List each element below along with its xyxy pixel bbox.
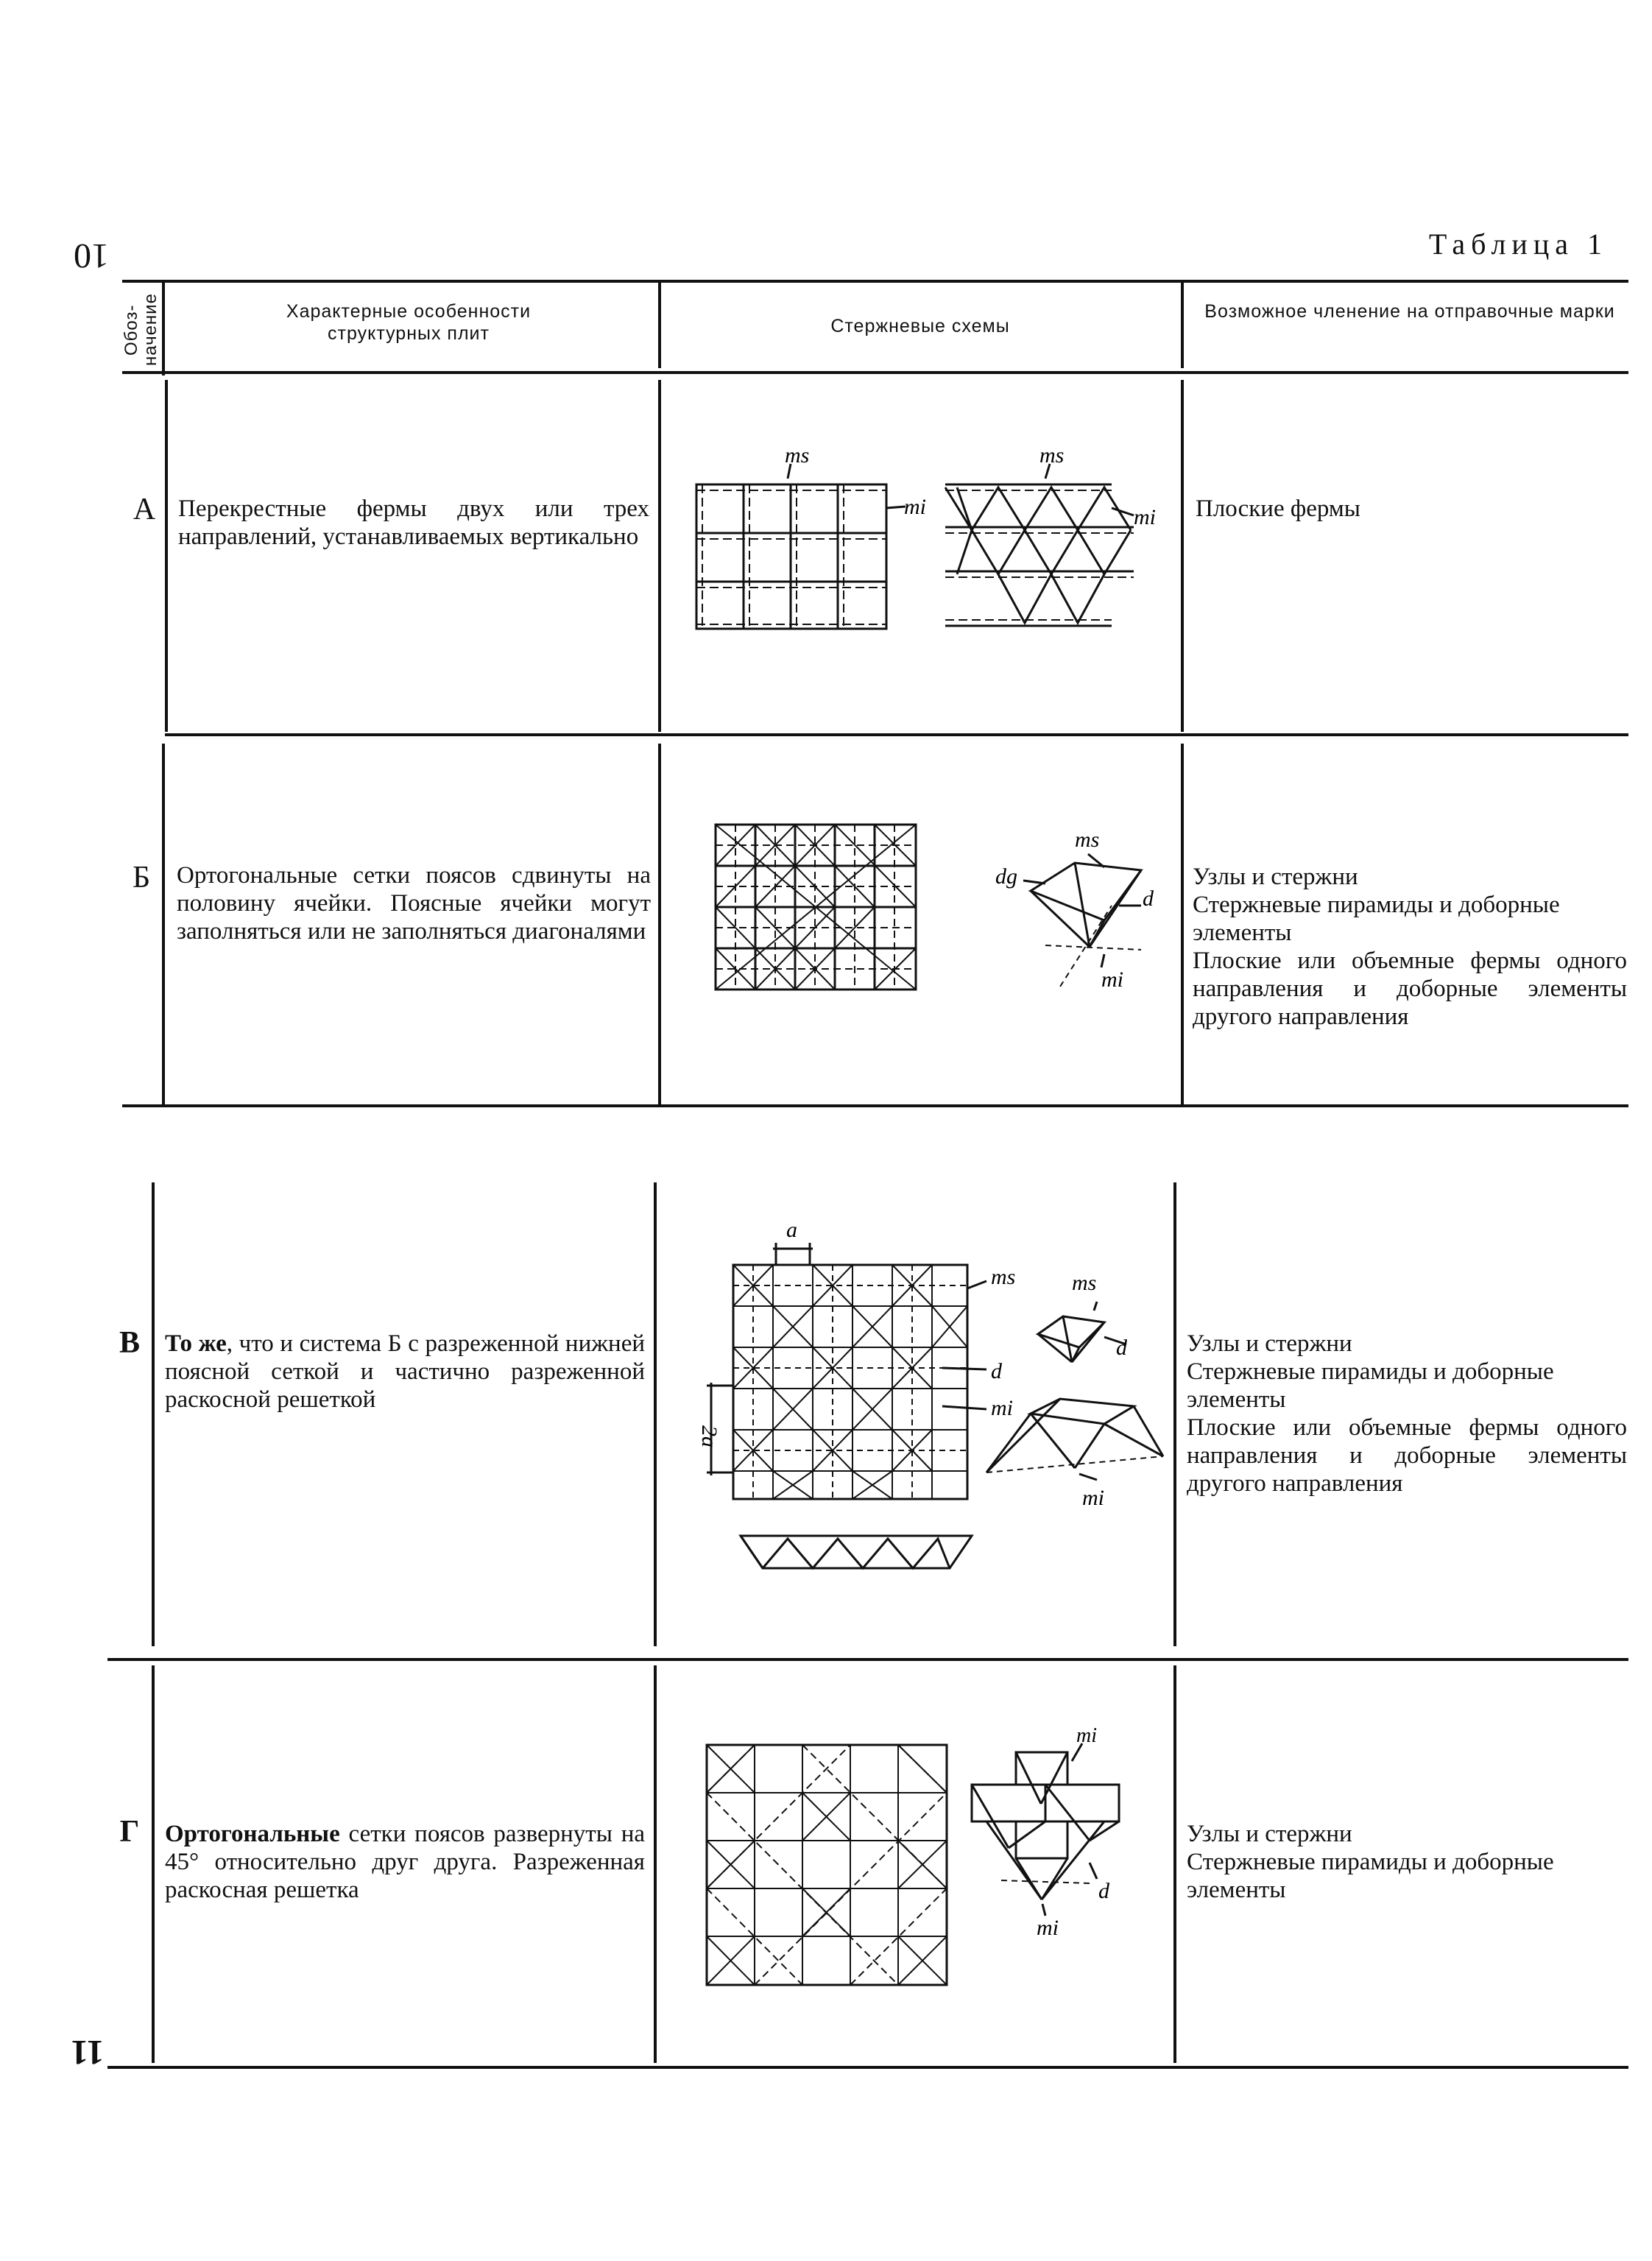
header-bottom-rule [122, 371, 1628, 374]
page-number-bottom: 11 [71, 2033, 105, 2072]
row-b-label-ms: ms [1075, 828, 1100, 852]
row-b-division-item: Стержневые пирамиды и доборные элементы [1193, 892, 1560, 946]
row-v-rule-2 [654, 1182, 657, 1646]
row-a-rule-1 [165, 380, 168, 732]
row-b-label-mi: mi [1101, 967, 1123, 992]
row-v-division [1187, 1330, 1627, 1498]
row-a-letter: А [133, 493, 156, 526]
row-v-label-a: a [786, 1218, 797, 1242]
header-oboznachenie-text: Обоз- начение [121, 293, 160, 367]
row-b-label-dg: dg [995, 864, 1017, 889]
row-v-schemes [663, 1207, 1178, 1576]
page-number-top: 10 [74, 236, 109, 275]
header-division-text: Возможное членение на отправочные марки [1204, 301, 1615, 322]
table-title: Таблица 1 [1428, 227, 1608, 261]
row-b-bottom-rule [122, 1104, 1628, 1107]
row-v-division-item: Узлы и стержни [1187, 1330, 1352, 1357]
row-b-rule-1 [162, 744, 165, 1104]
row-a-label-mi2: mi [1134, 505, 1156, 529]
row-a-division-item: Плоские фермы [1196, 495, 1360, 522]
row-v-label-d2: d [1116, 1336, 1127, 1360]
header-division [1200, 300, 1620, 322]
row-b-schemes [663, 810, 1178, 1031]
row-g-rule-2 [654, 1665, 657, 2063]
row-a-features: Перекрестные фермы двух или трех направлений, устанавливаемых вертикально [178, 495, 649, 550]
row-a-bottom-rule [165, 733, 1628, 736]
row-a-label-mi1: mi [904, 495, 926, 519]
row-b-division-item: Плоские или объемные фермы одного направления и доборные элементы другого направления [1193, 948, 1627, 1030]
row-g-letter: Г [119, 1815, 140, 1849]
row-g-features [165, 1820, 645, 1904]
row-a-rule-2 [658, 380, 661, 732]
row-v-features [165, 1330, 645, 1414]
header-schemes-text: Стержневые схемы [830, 316, 1010, 336]
row-v-features-rest: , что и система Б с разреженной нижней поясной сеткой и частично разреженной раскосной решеткой [165, 1330, 645, 1413]
row-g-division [1187, 1820, 1627, 1904]
row-a-schemes [663, 442, 1178, 648]
row-b-letter: Б [132, 861, 151, 895]
row-g-features-bold: Ортогональные [165, 1821, 340, 1847]
row-b-rule-2 [658, 744, 661, 1104]
row-v-label-ms2: ms [1072, 1271, 1097, 1295]
row-g-label-d: d [1098, 1879, 1109, 1903]
row-b-label-d: d [1143, 886, 1154, 911]
header-features-text: Характерные особенности структурных плит [286, 301, 532, 344]
row-v-label-2a: 2a [697, 1425, 721, 1447]
header-schemes [663, 315, 1178, 337]
row-b-division-item: Узлы и стержни [1193, 864, 1358, 890]
row-a-label-ms1: ms [785, 443, 810, 468]
row-v-label-mi2: mi [1082, 1486, 1104, 1510]
row-g-label-mi-top: mi [1076, 1724, 1097, 1747]
row-a-label-ms2: ms [1039, 443, 1065, 468]
row-g-division-item: Узлы и стержни [1187, 1821, 1352, 1847]
row-g-label-mi: mi [1037, 1916, 1059, 1940]
row-v-label-mi1: mi [991, 1396, 1013, 1420]
row-a-division [1196, 495, 1623, 523]
row-v-features-bold: То же [165, 1330, 227, 1357]
row-v-bottom-rule [107, 1658, 1628, 1661]
row-g-features-rest: сетки поясов развернуты на 45° относительно друг друга. Разреженная раскосная решетка [165, 1821, 645, 1903]
row-b-features: Ортогональные сетки поясов сдвинуты на половину ячейки. Поясные ячейки могут заполняться или не заполняться диагоналями [177, 862, 651, 945]
row-v-rule-1 [152, 1182, 155, 1646]
col-rule-2 [658, 280, 661, 368]
row-b-division [1193, 863, 1627, 1031]
row-g-rule-1 [152, 1665, 155, 2063]
row-v-label-ms1: ms [991, 1265, 1016, 1289]
row-v-division-item: Плоские или объемные фермы одного направления и доборные элементы другого направления [1187, 1414, 1627, 1497]
header-features [243, 300, 574, 345]
row-v-division-item: Стержневые пирамиды и доборные элементы [1187, 1358, 1554, 1413]
row-a-rule-3 [1181, 380, 1184, 732]
row-g-schemes [663, 1723, 1178, 1988]
header-oboznachenie [122, 286, 163, 374]
row-g-division-item: Стержневые пирамиды и доборные элементы [1187, 1849, 1554, 1903]
row-b-rule-3 [1181, 744, 1184, 1104]
table-top-rule [122, 280, 1628, 283]
table-bottom-rule [107, 2066, 1628, 2069]
row-v-label-d1: d [991, 1359, 1002, 1383]
col-rule-3 [1181, 280, 1184, 368]
row-v-letter: В [119, 1326, 140, 1360]
